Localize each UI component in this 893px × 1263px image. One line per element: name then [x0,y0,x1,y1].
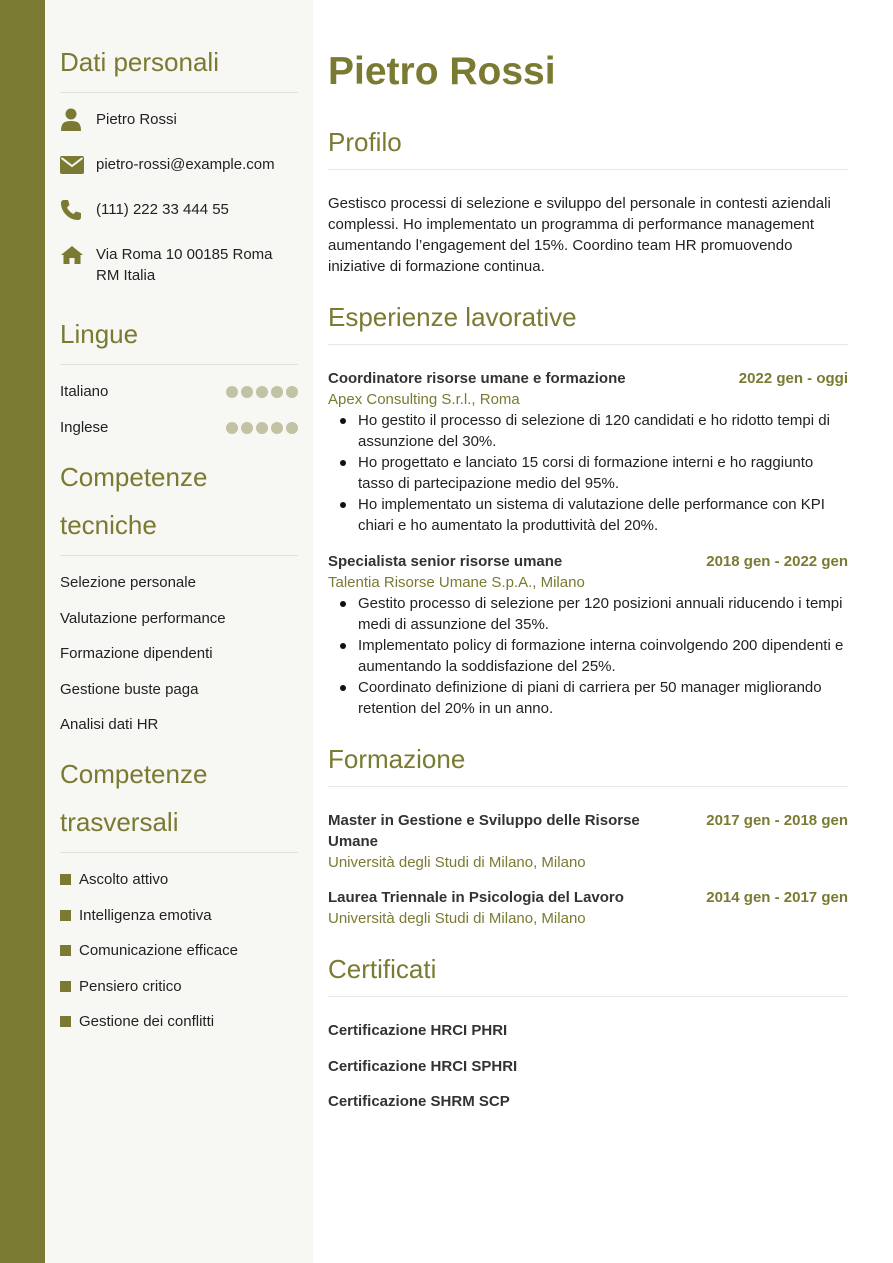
heading-line: Competenze [60,758,208,789]
contact-name-text: Pietro Rossi [96,111,177,128]
language-list [60,381,298,438]
certificate-item: Certificazione HRCI PHRI [328,1022,508,1040]
language-name: Inglese [60,419,109,436]
level-dot [241,422,253,434]
contact-name [60,109,298,130]
language-level-italiano [226,386,298,398]
square-bullet-icon [60,945,71,956]
heading-line: Competenze [60,462,208,492]
degree-date: 2014 gen - 2017 gen [706,889,848,907]
soft-skill-label: Pensiero critico [79,977,182,995]
entry-header [328,368,848,389]
degree-title: Laurea Triennale in Psicologia del Lavoro [328,889,624,907]
education-entry [328,810,848,873]
degree-institution: Università degli Studi di Milano, Milano [328,910,586,928]
degree-title-line: Master in Gestione e Sviluppo delle Risorse [328,811,640,829]
level-dot [226,386,238,398]
main-content [313,0,893,1263]
contact-address-text: Via Roma 10 00185 Roma RM Italia [96,246,273,284]
degree-date: 2017 gen - 2018 gen [706,811,848,829]
soft-skill-item [60,940,298,961]
person-icon [60,109,96,130]
achievement-item: Coordinato definizione di piani di carriera per 50 manager migliorando retention del 20% in un anno. [328,677,848,719]
heading-line: trasversali [60,806,179,837]
skill-item: Valutazione performance [60,609,226,627]
skill-item: Gestione buste paga [60,680,199,698]
skill-item: Selezione personale [60,574,196,591]
experience-entry [328,551,848,719]
soft-skill-label: Intelligenza emotiva [79,906,212,924]
level-dot [271,422,283,434]
achievement-item: Implementato policy di formazione interna coinvolgendo 200 dipendenti e aumentando la soddisfazione del 25%. [328,635,848,677]
home-icon [60,244,96,265]
soft-skill-item [60,1011,298,1032]
technical-skills-heading [60,453,298,556]
contact-email-text[interactable]: pietro-rossi@example.com [96,156,275,173]
experience-heading: Esperienze lavorative [328,299,848,345]
degree-title [328,810,640,852]
job-title: Coordinatore risorse umane e formazione [328,370,626,387]
job-achievements [328,593,848,719]
level-dot [286,422,298,434]
soft-skill-item [60,905,298,926]
language-item [60,381,298,402]
skill-item: Formazione dipendenti [60,645,213,663]
education-entry [328,887,848,929]
contact-list [60,109,298,286]
language-name: Italiano [60,383,109,400]
soft-skill-item [60,869,298,890]
job-achievements [328,410,848,536]
level-dot [256,386,268,398]
certificates-heading: Certificati [328,951,848,997]
job-date: 2022 gen - oggi [738,370,848,387]
certificate-item: Certificazione HRCI SPHRI [328,1057,518,1075]
level-dot [241,386,253,398]
degree-institution: Università degli Studi di Milano, Milano [328,853,586,871]
job-date: 2018 gen - 2022 gen [706,552,848,570]
contact-email [60,154,298,175]
phone-icon [60,199,96,220]
language-item [60,417,298,438]
certificate-item: Certificazione SHRM SCP [328,1093,510,1111]
degree-title-line: Umane [328,832,379,850]
square-bullet-icon [60,1016,71,1027]
profile-text: Gestisco processi di selezione e sviluppo del personale in contesti aziendali complessi. Ho implementato un programma di performance management aumentando l’engagement del 15%. Coordino team HR promuovendo iniziative di formazione continua. [328,195,831,275]
achievement-item: Ho implementato un sistema di valutazione delle performance con KPI chiari e ho aumentato la produttività del 20%. [328,494,848,536]
contact-phone [60,199,298,220]
soft-skill-label: Gestione dei conflitti [79,1013,215,1031]
education-heading: Formazione [328,741,848,787]
soft-skills-heading [60,750,298,853]
job-title: Specialista senior risorse umane [328,552,563,570]
skill-item: Analisi dati HR [60,716,159,734]
languages-heading: Lingue [60,310,298,365]
language-level-inglese [226,422,298,434]
square-bullet-icon [60,910,71,921]
personal-data-heading: Dati personali [60,38,298,93]
technical-skill-list [60,572,298,735]
soft-skill-label: Comunicazione efficace [79,942,238,960]
achievement-item: Ho progettato e lanciato 15 corsi di formazione interni e ho raggiunto tasso di partecipazione medio del 95%. [328,452,848,494]
soft-skill-list [60,869,298,1032]
level-dot [286,386,298,398]
achievement-item: Ho gestito il processo di selezione di 120 candidati e ho ridotto tempi di assunzione del 30%. [328,410,848,452]
entry-header [328,551,848,572]
contact-phone-text[interactable]: (111) 222 33 444 55 [96,201,229,218]
profile-heading: Profilo [328,124,848,170]
sidebar [45,0,313,1263]
heading-line: tecniche [60,510,157,540]
soft-skill-item [60,976,298,997]
level-dot [271,386,283,398]
entry-header [328,887,848,908]
accent-stripe [0,0,45,1263]
experience-entry [328,368,848,536]
job-company: Talentia Risorse Umane S.p.A., Milano [328,573,585,591]
envelope-icon [60,154,96,175]
job-company: Apex Consulting S.r.l., Roma [328,391,520,408]
square-bullet-icon [60,981,71,992]
candidate-name: Pietro Rossi [328,50,556,93]
soft-skill-label: Ascolto attivo [79,870,169,888]
square-bullet-icon [60,874,71,885]
entry-header [328,810,848,852]
level-dot [226,422,238,434]
level-dot [256,422,268,434]
achievement-item: Gestito processo di selezione per 120 posizioni annuali riducendo i tempi medi di assunzione del 35%. [328,593,848,635]
contact-address [60,244,298,286]
